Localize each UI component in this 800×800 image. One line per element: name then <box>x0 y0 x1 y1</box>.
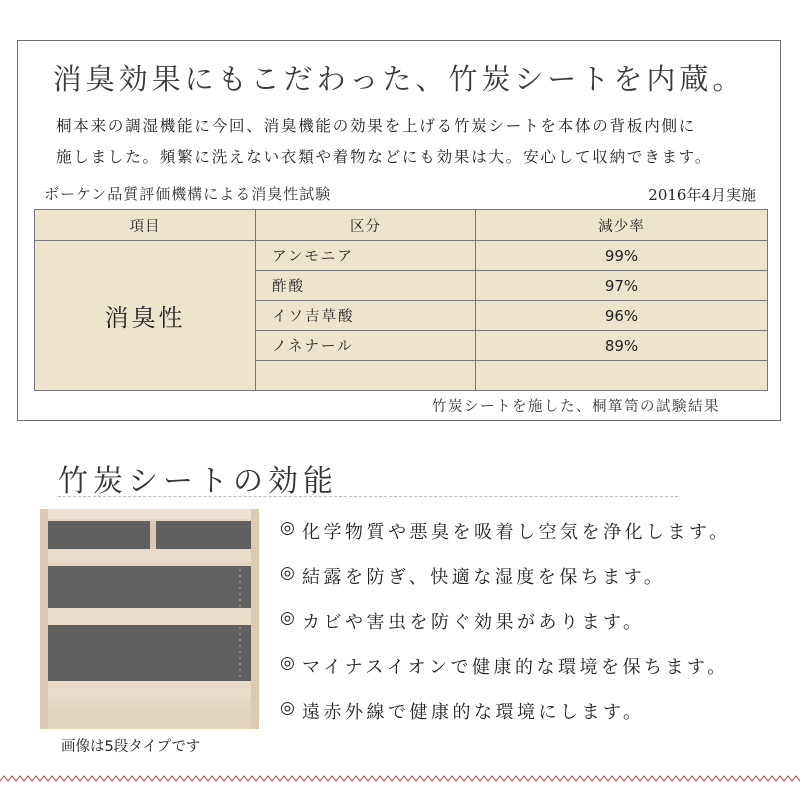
benefit-text: マイナスイオンで健康的な環境を保ちます。 <box>302 657 729 678</box>
section-title: 竹炭シートの効能 <box>58 464 338 499</box>
category-cell: ノネナール <box>256 331 476 361</box>
test-caption: 竹炭シートを施した、桐箪笥の試験結果 <box>432 399 720 415</box>
rate-cell: 96% <box>476 301 768 331</box>
shelf-side-panel <box>40 509 48 729</box>
bullet-icon: ◎ <box>280 608 299 628</box>
category-cell: アンモニア <box>256 241 476 271</box>
list-item <box>280 608 731 653</box>
wave-line <box>0 776 800 781</box>
table-header-row <box>35 210 768 241</box>
benefit-text: カビや害虫を防ぐ効果があります。 <box>302 612 645 633</box>
shelf-note: 画像は5段タイプです <box>61 739 201 755</box>
rate-cell <box>476 361 768 391</box>
test-organization: ボーケン品質評価機構による消臭性試験 <box>44 185 332 203</box>
benefit-text: 結露を防ぎ、快適な湿度を保ちます。 <box>302 567 666 588</box>
rate-cell: 97% <box>476 271 768 301</box>
test-date: 2016年4月実施 <box>648 186 756 204</box>
section-divider <box>58 496 678 497</box>
bullet-icon: ◎ <box>280 698 299 718</box>
intro-line: 桐本来の調湿機能に今回、消臭機能の効果を上げる竹炭シートを本体の背板内側に <box>56 117 697 135</box>
shelf-base <box>40 709 259 729</box>
bullet-icon: ◎ <box>280 563 299 583</box>
benefit-text: 化学物質や悪臭を吸着し空気を浄化します。 <box>302 522 731 543</box>
headline: 消臭効果にもこだわった、竹炭シートを内蔵。 <box>52 62 746 96</box>
intro-text <box>56 111 756 173</box>
shelf-top-board <box>40 509 259 519</box>
shelf-board <box>44 549 255 561</box>
list-item <box>280 698 731 743</box>
list-item <box>280 563 731 608</box>
deodorizing-info-panel <box>17 40 781 421</box>
header-category: 区分 <box>256 210 476 241</box>
benefits-list <box>280 518 731 743</box>
header-rate: 減少率 <box>476 210 768 241</box>
benefit-text: 遠赤外線で健康的な環境にします。 <box>302 702 645 723</box>
shelf-board <box>44 681 255 699</box>
intro-line: 施しました。頻繁に洗えない衣類や着物などにも効果は大。安心して収納できます。 <box>56 148 713 166</box>
rate-cell: 99% <box>476 241 768 271</box>
header-item: 項目 <box>35 210 256 241</box>
decorative-wave-border <box>0 773 800 787</box>
category-cell <box>256 361 476 391</box>
category-cell: 酢酸 <box>256 271 476 301</box>
list-item <box>280 518 731 563</box>
category-cell: イソ吉草酸 <box>256 301 476 331</box>
deodorizing-test-table <box>34 209 768 391</box>
rate-cell: 89% <box>476 331 768 361</box>
table-row <box>35 241 768 271</box>
bullet-icon: ◎ <box>280 653 299 673</box>
bullet-icon: ◎ <box>280 518 299 538</box>
shelf-image <box>40 509 259 729</box>
shelf-side-panel <box>251 509 259 729</box>
shelf-board <box>44 608 255 625</box>
item-label: 消臭性 <box>35 241 256 391</box>
list-item <box>280 653 731 698</box>
